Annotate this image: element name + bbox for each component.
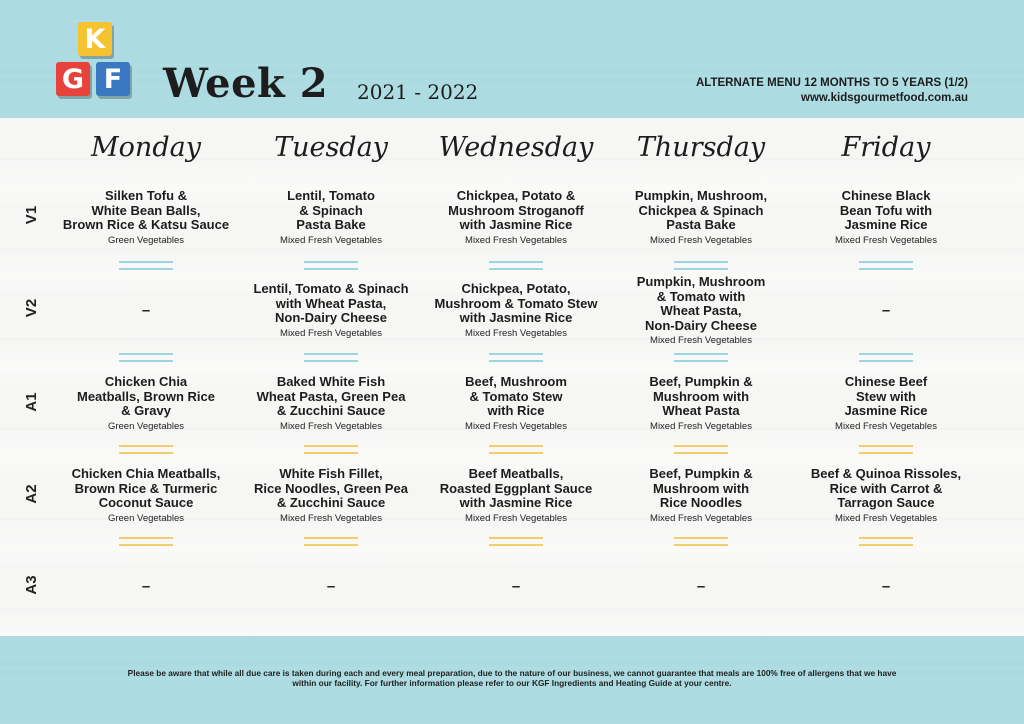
row-separator (674, 445, 728, 454)
row-label-v2: V2 (23, 298, 40, 318)
meal-name: Lentil, Tomato & Spinach with Wheat Pasta, Non-Dairy Cheese (253, 281, 409, 326)
row-label-a3: A3 (23, 575, 40, 595)
meal-cell (56, 578, 236, 595)
row-separator (859, 261, 913, 270)
meal-side: Mixed Fresh Vegetables (280, 420, 382, 432)
meal-cell (241, 282, 421, 339)
logo-letter-f: F (96, 62, 130, 96)
kgf-logo (56, 22, 138, 104)
meal-name: – (141, 302, 151, 319)
meal-name: – (696, 578, 706, 595)
row-separator (674, 261, 728, 270)
meal-side: Mixed Fresh Vegetables (280, 327, 382, 339)
row-separator (304, 353, 358, 362)
meal-side: Mixed Fresh Vegetables (835, 512, 937, 524)
meal-name: – (881, 302, 891, 319)
row-separator (119, 353, 173, 362)
day-header-friday: Friday (841, 132, 931, 163)
meal-name: Baked White Fish Wheat Pasta, Green Pea & Zucchini Sauce (256, 374, 406, 419)
meal-name: Chicken Chia Meatballs, Brown Rice & Gravy (77, 374, 215, 419)
meal-name: Chickpea, Potato, Mushroom & Tomato Stew with Jasmine Rice (434, 281, 598, 326)
row-separator (304, 445, 358, 454)
meal-name: White Fish Fillet, Rice Noodles, Green Pea & Zucchini Sauce (254, 466, 408, 511)
meal-side: Mixed Fresh Vegetables (465, 234, 567, 246)
row-separator (489, 353, 543, 362)
row-separator (489, 445, 543, 454)
meal-name: Pumpkin, Mushroom & Tomato with Wheat Pasta, Non-Dairy Cheese (636, 274, 766, 333)
meal-side: Mixed Fresh Vegetables (650, 512, 752, 524)
meal-name: Silken Tofu & White Bean Balls, Brown Rice & Katsu Sauce (62, 188, 230, 233)
row-separator (859, 445, 913, 454)
logo-letter-g: G (56, 62, 90, 96)
day-header-tuesday: Tuesday (274, 132, 388, 163)
row-separator (489, 261, 543, 270)
row-separator (859, 353, 913, 362)
meal-cell (426, 375, 606, 432)
row-label-a2: A2 (23, 484, 40, 504)
row-separator (859, 537, 913, 546)
meal-name: Chickpea, Potato & Mushroom Stroganoff with Jasmine Rice (448, 188, 584, 233)
meal-cell (796, 467, 976, 524)
meal-cell (56, 302, 236, 319)
meal-cell (426, 189, 606, 246)
row-separator (674, 353, 728, 362)
meal-side: Mixed Fresh Vegetables (650, 335, 752, 347)
meal-cell (56, 375, 236, 432)
meal-cell (611, 467, 791, 524)
row-label-v1: V1 (23, 205, 40, 225)
row-separator (119, 261, 173, 270)
menu-info (696, 76, 968, 106)
meal-side: Green Vegetables (107, 512, 185, 524)
meal-cell (611, 578, 791, 595)
school-year: 2021 - 2022 (357, 80, 479, 104)
meal-cell (611, 189, 791, 246)
meal-cell (241, 189, 421, 246)
row-separator (304, 261, 358, 270)
meal-name: Lentil, Tomato & Spinach Pasta Bake (287, 188, 375, 233)
meal-name: – (881, 578, 891, 595)
meal-cell (426, 282, 606, 339)
row-separator (119, 445, 173, 454)
meal-cell (611, 375, 791, 432)
meal-side: Mixed Fresh Vegetables (835, 234, 937, 246)
meal-name: Beef & Quinoa Rissoles, Rice with Carrot & Tarragon Sauce (810, 466, 962, 511)
meal-name: – (326, 578, 336, 595)
meal-side: Green Vegetables (107, 234, 185, 246)
menu-name: ALTERNATE MENU 12 MONTHS TO 5 YEARS (1/2) (696, 77, 968, 89)
meal-name: Beef Meatballs, Roasted Eggplant Sauce with Jasmine Rice (439, 466, 593, 511)
meal-side: Green Vegetables (107, 420, 185, 432)
meal-cell (241, 467, 421, 524)
meal-name: Beef, Mushroom & Tomato Stew with Rice (465, 374, 567, 419)
day-header-monday: Monday (91, 132, 201, 163)
meal-cell (796, 375, 976, 432)
meal-cell (56, 467, 236, 524)
meal-name: – (511, 578, 521, 595)
row-separator (489, 537, 543, 546)
meal-cell (796, 189, 976, 246)
meal-side: Mixed Fresh Vegetables (650, 234, 752, 246)
meal-side: Mixed Fresh Vegetables (835, 420, 937, 432)
day-header-thursday: Thursday (636, 132, 766, 163)
meal-side: Mixed Fresh Vegetables (465, 420, 567, 432)
meal-cell (796, 578, 976, 595)
meal-cell (426, 467, 606, 524)
website-link[interactable]: www.kidsgourmetfood.com.au (801, 92, 968, 104)
meal-side: Mixed Fresh Vegetables (650, 420, 752, 432)
logo-letter-k: K (78, 22, 112, 56)
meal-side: Mixed Fresh Vegetables (280, 234, 382, 246)
meal-name: Chinese Beef Stew with Jasmine Rice (844, 374, 928, 419)
meal-name: Chinese Black Bean Tofu with Jasmine Rice (839, 188, 933, 233)
meal-cell (796, 302, 976, 319)
meal-cell (241, 578, 421, 595)
meal-cell (426, 578, 606, 595)
week-title: Week 2 (163, 60, 329, 107)
meal-name: – (141, 578, 151, 595)
row-separator (119, 537, 173, 546)
meal-side: Mixed Fresh Vegetables (280, 512, 382, 524)
meal-name: Pumpkin, Mushroom, Chickpea & Spinach Pasta Bake (634, 188, 768, 233)
day-header-wednesday: Wednesday (438, 132, 594, 163)
meal-side: Mixed Fresh Vegetables (465, 327, 567, 339)
meal-name: Beef, Pumpkin & Mushroom with Wheat Pasta (649, 374, 753, 419)
meal-name: Chicken Chia Meatballs, Brown Rice & Turmeric Coconut Sauce (71, 466, 221, 511)
row-separator (674, 537, 728, 546)
allergen-disclaimer: Please be aware that while all due care is taken during each and every meal preparation, due to the nature of our business, we cannot guarantee that meals are 100% free of allergens that we have within our facility. For further information please refer to our KGF Ingredients and Heating Guide at your centre. (127, 668, 897, 688)
row-separator (304, 537, 358, 546)
meal-cell (56, 189, 236, 246)
meal-cell (241, 375, 421, 432)
meal-cell (611, 275, 791, 346)
meal-name: Beef, Pumpkin & Mushroom with Rice Noodles (649, 466, 753, 511)
meal-side: Mixed Fresh Vegetables (465, 512, 567, 524)
row-label-a1: A1 (23, 392, 40, 412)
